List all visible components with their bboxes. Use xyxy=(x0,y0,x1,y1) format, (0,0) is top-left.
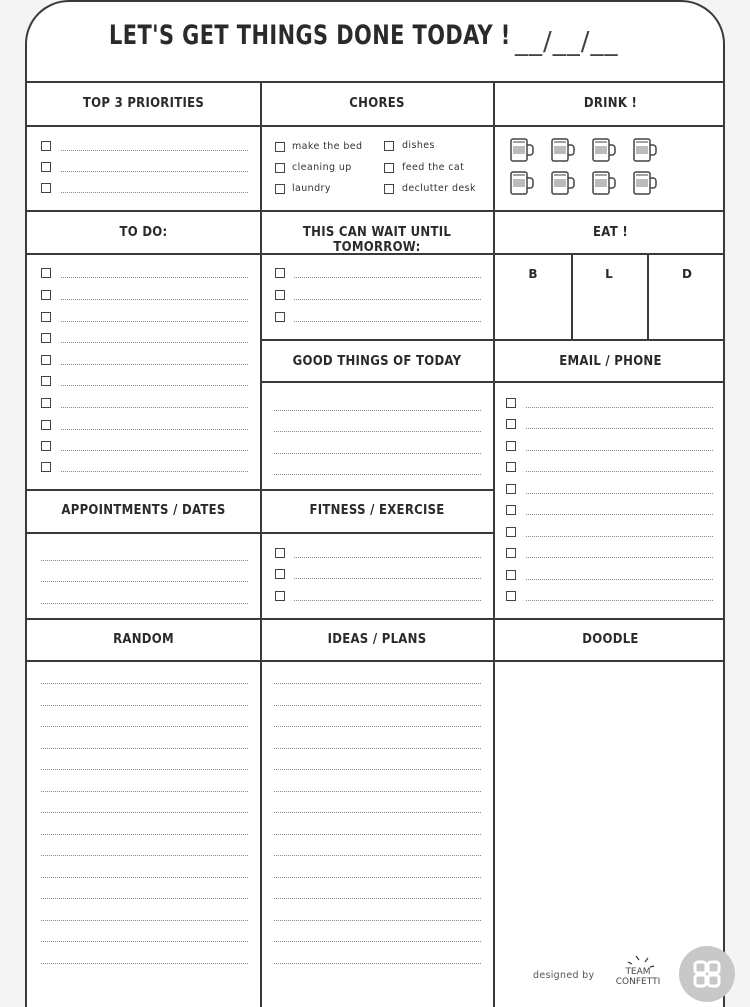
svg-text:CONFETTI: CONFETTI xyxy=(615,977,661,987)
writing-line[interactable] xyxy=(526,536,713,537)
writing-line[interactable] xyxy=(526,428,713,429)
checkbox[interactable] xyxy=(506,570,516,580)
planner-sheet xyxy=(25,0,725,1007)
heading-top-priorities: TOP 3 PRIORITIES xyxy=(82,96,205,111)
writing-line[interactable] xyxy=(526,579,713,580)
writing-line[interactable] xyxy=(41,791,248,792)
checkbox[interactable] xyxy=(506,419,516,429)
writing-line[interactable] xyxy=(41,705,248,706)
writing-line[interactable] xyxy=(526,471,713,472)
mug-icon[interactable] xyxy=(592,170,616,196)
checkbox[interactable] xyxy=(506,484,516,494)
checkbox[interactable] xyxy=(275,268,285,278)
page-title: LET'S GET THINGS DONE TODAY ! xyxy=(109,20,511,51)
mug-icon[interactable] xyxy=(551,137,575,163)
writing-line[interactable] xyxy=(41,963,248,964)
checkbox[interactable] xyxy=(275,290,285,300)
checkbox[interactable] xyxy=(41,183,51,193)
checkbox[interactable] xyxy=(506,505,516,515)
checkbox[interactable] xyxy=(275,569,285,579)
mug-icon[interactable] xyxy=(633,137,657,163)
writing-line[interactable] xyxy=(61,471,248,472)
writing-line[interactable] xyxy=(274,705,481,706)
writing-line[interactable] xyxy=(61,429,248,430)
heading-random: RANDOM xyxy=(113,632,174,647)
checkbox[interactable] xyxy=(506,398,516,408)
writing-line[interactable] xyxy=(41,920,248,921)
watermark-icon xyxy=(678,945,736,1003)
mug-icon[interactable] xyxy=(551,170,575,196)
checkbox[interactable] xyxy=(275,142,285,152)
heading-appointments: APPOINTMENTS / DATES xyxy=(61,503,226,518)
writing-line[interactable] xyxy=(274,726,481,727)
designer-credit: designed by xyxy=(533,970,595,981)
writing-line[interactable] xyxy=(294,299,481,300)
writing-line[interactable] xyxy=(294,578,481,579)
checkbox[interactable] xyxy=(506,591,516,601)
writing-line[interactable] xyxy=(274,410,481,411)
checkbox[interactable] xyxy=(275,591,285,601)
writing-line[interactable] xyxy=(274,877,481,878)
writing-line[interactable] xyxy=(41,726,248,727)
checkbox[interactable] xyxy=(41,312,51,322)
writing-line[interactable] xyxy=(61,171,248,172)
heading-drink: DRINK ! xyxy=(583,96,638,111)
writing-line[interactable] xyxy=(526,407,713,408)
meal-dinner: D xyxy=(682,267,692,281)
checkbox[interactable] xyxy=(41,290,51,300)
writing-line[interactable] xyxy=(294,557,481,558)
checkbox[interactable] xyxy=(41,355,51,365)
checkbox[interactable] xyxy=(41,141,51,151)
divider xyxy=(571,253,573,340)
writing-line[interactable] xyxy=(61,450,248,451)
divider xyxy=(647,253,649,340)
team-confetti-logo xyxy=(608,954,668,992)
writing-line[interactable] xyxy=(41,877,248,878)
checkbox[interactable] xyxy=(275,184,285,194)
heading-eat: EAT ! xyxy=(593,225,628,240)
checkbox[interactable] xyxy=(275,312,285,322)
writing-line[interactable] xyxy=(41,603,248,604)
writing-line[interactable] xyxy=(61,150,248,151)
writing-line[interactable] xyxy=(274,963,481,964)
checkbox[interactable] xyxy=(41,162,51,172)
heading-good-things: GOOD THINGS OF TODAY xyxy=(292,354,462,369)
writing-line[interactable] xyxy=(274,453,481,454)
date-blank: __/__/__ xyxy=(515,27,619,57)
writing-line[interactable] xyxy=(61,385,248,386)
heading-doodle: DOODLE xyxy=(582,632,639,647)
checkbox[interactable] xyxy=(384,163,394,173)
writing-line[interactable] xyxy=(41,834,248,835)
writing-line[interactable] xyxy=(41,941,248,942)
mug-icon[interactable] xyxy=(633,170,657,196)
writing-line[interactable] xyxy=(41,748,248,749)
writing-line[interactable] xyxy=(61,299,248,300)
meal-lunch: L xyxy=(605,267,613,281)
writing-line[interactable] xyxy=(526,493,713,494)
chore-label: laundry xyxy=(292,183,331,194)
mug-icon[interactable] xyxy=(510,137,534,163)
checkbox[interactable] xyxy=(41,462,51,472)
mug-icon[interactable] xyxy=(592,137,616,163)
writing-line[interactable] xyxy=(274,769,481,770)
writing-line[interactable] xyxy=(41,683,248,684)
writing-line[interactable] xyxy=(61,192,248,193)
chore-label: declutter desk xyxy=(402,183,476,194)
writing-line[interactable] xyxy=(274,748,481,749)
writing-line[interactable] xyxy=(41,855,248,856)
writing-line[interactable] xyxy=(41,560,248,561)
heading-fitness: FITNESS / EXERCISE xyxy=(309,503,445,518)
heading-chores: CHORES xyxy=(349,96,405,111)
writing-line[interactable] xyxy=(274,920,481,921)
writing-line[interactable] xyxy=(274,683,481,684)
writing-line[interactable] xyxy=(274,474,481,475)
divider xyxy=(27,660,725,662)
checkbox[interactable] xyxy=(41,268,51,278)
divider xyxy=(260,81,262,1007)
divider xyxy=(27,125,725,127)
writing-line[interactable] xyxy=(41,769,248,770)
checkbox[interactable] xyxy=(275,548,285,558)
checkbox[interactable] xyxy=(41,376,51,386)
writing-line[interactable] xyxy=(41,812,248,813)
checkbox[interactable] xyxy=(506,462,516,472)
checkbox[interactable] xyxy=(506,527,516,537)
writing-line[interactable] xyxy=(61,407,248,408)
writing-line[interactable] xyxy=(526,557,713,558)
writing-line[interactable] xyxy=(526,514,713,515)
writing-line[interactable] xyxy=(274,791,481,792)
checkbox[interactable] xyxy=(506,548,516,558)
checkbox[interactable] xyxy=(384,141,394,151)
writing-line[interactable] xyxy=(274,941,481,942)
heading-wait: THIS CAN WAIT UNTIL TOMORROW: xyxy=(302,225,452,255)
divider xyxy=(27,618,725,620)
mug-icon[interactable] xyxy=(510,170,534,196)
chore-label: make the bed xyxy=(292,141,363,152)
writing-line[interactable] xyxy=(274,812,481,813)
writing-line[interactable] xyxy=(274,431,481,432)
writing-line[interactable] xyxy=(294,277,481,278)
heading-ideas: IDEAS / PLANS xyxy=(327,632,427,647)
writing-line[interactable] xyxy=(294,600,481,601)
svg-text:TEAM: TEAM xyxy=(625,967,651,977)
writing-line[interactable] xyxy=(274,898,481,899)
meal-breakfast: B xyxy=(528,267,538,281)
heading-todo: TO DO: xyxy=(119,225,168,240)
writing-line[interactable] xyxy=(61,277,248,278)
divider xyxy=(27,81,725,83)
writing-line[interactable] xyxy=(41,581,248,582)
writing-line[interactable] xyxy=(526,450,713,451)
checkbox[interactable] xyxy=(41,420,51,430)
writing-line[interactable] xyxy=(41,898,248,899)
chore-label: dishes xyxy=(402,140,435,151)
writing-line[interactable] xyxy=(61,321,248,322)
checkbox[interactable] xyxy=(506,441,516,451)
writing-line[interactable] xyxy=(61,364,248,365)
checkbox[interactable] xyxy=(41,441,51,451)
writing-line[interactable] xyxy=(294,321,481,322)
checkbox[interactable] xyxy=(41,398,51,408)
checkbox[interactable] xyxy=(384,184,394,194)
divider xyxy=(493,81,495,1007)
checkbox[interactable] xyxy=(41,333,51,343)
heading-email-phone: EMAIL / PHONE xyxy=(559,354,662,369)
writing-line[interactable] xyxy=(274,855,481,856)
checkbox[interactable] xyxy=(275,163,285,173)
divider xyxy=(27,210,725,212)
writing-line[interactable] xyxy=(61,342,248,343)
chore-label: cleaning up xyxy=(292,162,352,173)
writing-line[interactable] xyxy=(526,600,713,601)
writing-line[interactable] xyxy=(274,834,481,835)
chore-label: feed the cat xyxy=(402,162,465,173)
